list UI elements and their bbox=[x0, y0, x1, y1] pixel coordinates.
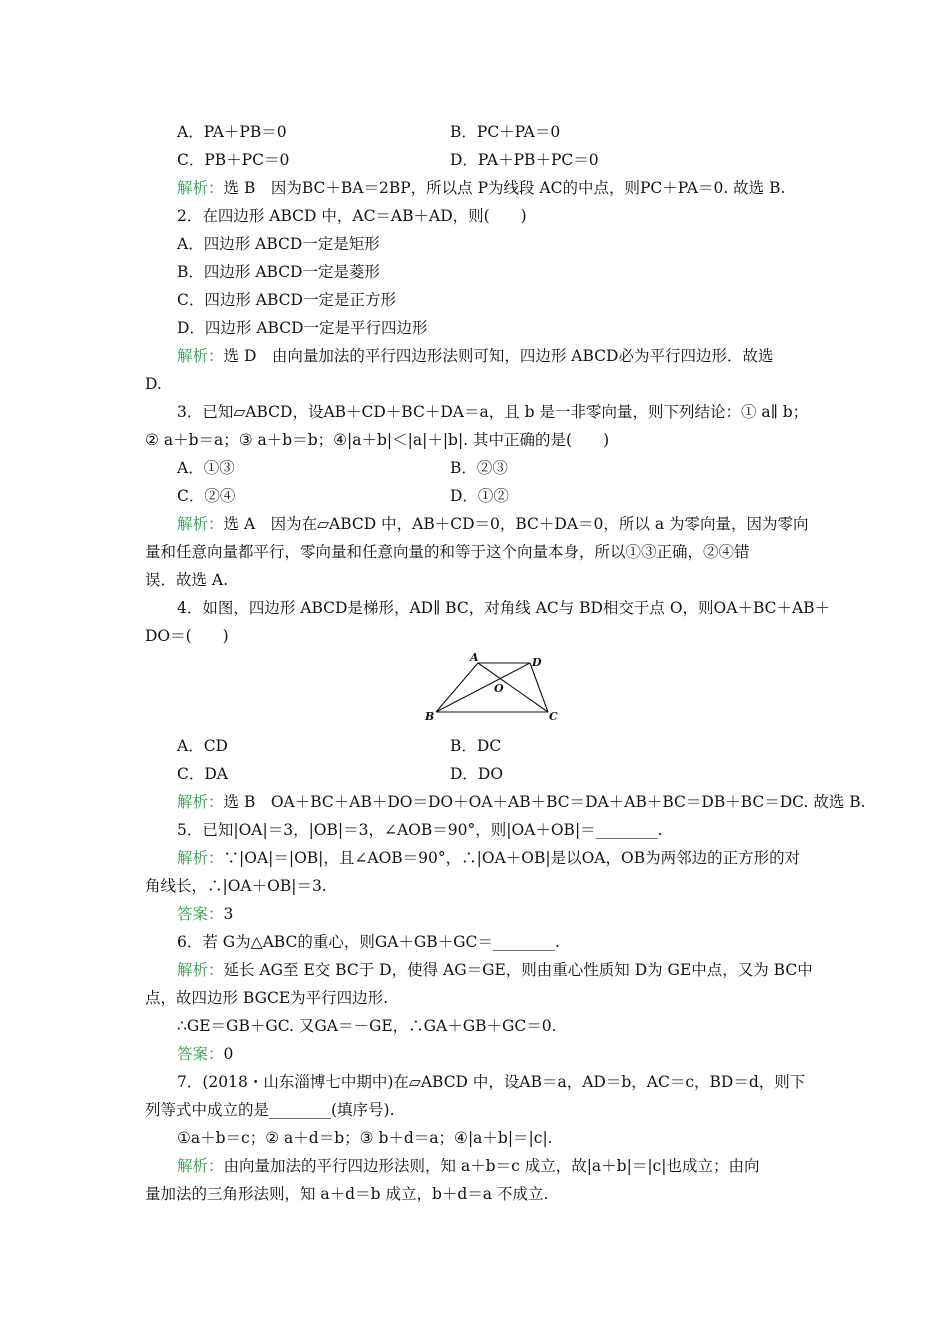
line-text: C．②④ bbox=[177, 487, 236, 505]
text-line bbox=[177, 1072, 805, 1092]
text-line bbox=[450, 458, 508, 478]
point-label-a: A bbox=[470, 651, 479, 664]
line-text: A．PA＋PB＝0 bbox=[177, 123, 287, 141]
line-text: C．PB＋PC＝0 bbox=[177, 151, 290, 169]
answer-label: 解析： bbox=[177, 961, 224, 979]
text-line bbox=[177, 234, 380, 254]
line-text: 延长 AG至 E交 BC于 D，使得 AG＝GE，则由重心性质知 D为 GE中点，又为 BC中 bbox=[223, 961, 813, 979]
text-line bbox=[145, 570, 228, 590]
text-line bbox=[145, 1184, 548, 1204]
line-text: 选 B 因为BC＋BA＝2BP，所以点 P为线段 AC的中点，则PC＋PA＝0. 故选 B. bbox=[223, 179, 786, 197]
line-text: D．PA＋PB＋PC＝0 bbox=[450, 151, 599, 169]
line-text: 选 A 因为在▱ABCD 中，AB＋CD＝0，BC＋DA＝0，所以 a 为零向量，因为零向 bbox=[223, 515, 809, 533]
answer-label: 答案： bbox=[177, 905, 224, 923]
text-line bbox=[177, 1156, 759, 1176]
point-label-o: O bbox=[494, 682, 504, 695]
point-label-b: B bbox=[425, 710, 435, 723]
point-label-c: C bbox=[549, 710, 558, 723]
text-line bbox=[450, 486, 509, 506]
line-text: 点，故四边形 BGCE为平行四边形. bbox=[145, 989, 389, 1007]
text-line bbox=[177, 514, 809, 534]
text-line bbox=[177, 960, 813, 980]
line-text: A．CD bbox=[177, 737, 228, 755]
text-line bbox=[177, 736, 228, 756]
line-text: 3．已知▱ABCD，设AB＋CD＋BC＋DA＝a，且 b 是一非零向量，则下列结论：① a∥ b； bbox=[177, 403, 809, 421]
line-text: 角线长，∴|OA＋OB|＝3. bbox=[145, 877, 327, 895]
diagonal-ac bbox=[478, 663, 548, 712]
line-text: 2．在四边形 ABCD 中，AC＝AB＋AD，则( ) bbox=[177, 207, 527, 225]
answer-label: 解析： bbox=[177, 179, 224, 197]
text-line bbox=[450, 736, 501, 756]
text-line bbox=[177, 820, 663, 840]
line-text: 选 B OA＋BC＋AB＋DO＝DO＋OA＋AB＋BC＝DA＋AB＋BC＝DB＋BC＝DC. 故选 B. bbox=[223, 793, 866, 811]
line-text: 误．故选 A. bbox=[145, 571, 229, 589]
line-text: ∴GE＝GB＋GC. 又GA＝－GE，∴GA＋GB＋GC＝0. bbox=[177, 1017, 557, 1035]
point-label-d: D bbox=[532, 656, 542, 669]
line-text: ∵|OA|＝|OB|，且∠AOB＝90°，∴|OA＋OB|是以OA，OB为两邻边的正方形的对 bbox=[223, 849, 801, 867]
trapezoid-figure bbox=[420, 650, 570, 725]
text-line bbox=[177, 1044, 233, 1064]
text-line bbox=[177, 402, 808, 422]
line-text: B．PC＋PA＝0 bbox=[450, 123, 561, 141]
line-text: 由向量加法的平行四边形法则，知 a＋b＝c 成立，故|a＋b|＝|c|也成立；由向 bbox=[223, 1157, 760, 1175]
answer-label: 解析： bbox=[177, 515, 224, 533]
text-line bbox=[177, 150, 289, 170]
line-text: DO＝( ) bbox=[145, 627, 229, 645]
answer-label: 解析： bbox=[177, 1157, 224, 1175]
text-line bbox=[145, 430, 609, 450]
text-line bbox=[177, 764, 228, 784]
line-text: 6．若 G为△ABC的重心，则GA＋GB＋GC＝________. bbox=[177, 933, 560, 951]
line-text: D．四边形 ABCD一定是平行四边形 bbox=[177, 319, 428, 337]
text-line bbox=[177, 486, 235, 506]
text-line bbox=[145, 542, 750, 562]
line-text: A．四边形 ABCD一定是矩形 bbox=[177, 235, 380, 253]
text-line bbox=[450, 122, 560, 142]
line-text: 量和任意向量都平行，零向量和任意向量的和等于这个向量本身，所以①③正确，②④错 bbox=[145, 543, 750, 561]
text-line bbox=[145, 876, 327, 896]
answer-label: 答案： bbox=[177, 1045, 224, 1063]
text-line bbox=[177, 346, 773, 366]
text-line bbox=[177, 206, 527, 226]
text-line bbox=[177, 318, 428, 338]
text-line bbox=[177, 122, 287, 142]
text-line bbox=[177, 178, 785, 198]
line-text: C．DA bbox=[177, 765, 228, 783]
line-text: D. bbox=[145, 375, 162, 393]
text-line bbox=[145, 1100, 395, 1120]
line-text: B．四边形 ABCD一定是菱形 bbox=[177, 263, 380, 281]
line-text: 3 bbox=[223, 905, 234, 923]
line-text: B．②③ bbox=[450, 459, 508, 477]
line-text: 5．已知|OA|＝3，|OB|＝3，∠AOB＝90°，则|OA＋OB|＝________. bbox=[177, 821, 663, 839]
edge-ab bbox=[436, 663, 478, 712]
line-text: D．①② bbox=[450, 487, 509, 505]
text-line bbox=[177, 904, 233, 924]
edge-dc bbox=[530, 663, 548, 712]
text-line bbox=[450, 150, 599, 170]
answer-label: 解析： bbox=[177, 793, 224, 811]
text-line bbox=[177, 598, 830, 618]
line-text: 7．(2018・山东淄博七中期中)在▱ABCD 中，设AB＝a，AD＝b，AC＝c，BD＝d，则下 bbox=[177, 1073, 806, 1091]
line-text: C．四边形 ABCD一定是正方形 bbox=[177, 291, 396, 309]
line-text: 4．如图，四边形 ABCD是梯形，AD∥ BC，对角线 AC与 BD相交于点 O，则OA＋BC＋AB＋ bbox=[177, 599, 831, 617]
text-line bbox=[177, 458, 235, 478]
diagonal-bd bbox=[436, 663, 530, 712]
text-line bbox=[177, 262, 380, 282]
line-text: 0 bbox=[223, 1045, 234, 1063]
line-text: D．DO bbox=[450, 765, 504, 783]
text-line bbox=[450, 764, 503, 784]
text-line bbox=[177, 1128, 553, 1148]
text-line bbox=[145, 374, 162, 394]
answer-label: 解析： bbox=[177, 849, 224, 867]
text-line bbox=[145, 988, 388, 1008]
text-line bbox=[145, 626, 229, 646]
text-line bbox=[177, 932, 560, 952]
line-text: A．①③ bbox=[177, 459, 235, 477]
line-text: 选 D 由向量加法的平行四边形法则可知，四边形 ABCD必为平行四边形．故选 bbox=[223, 347, 774, 365]
text-line bbox=[177, 848, 800, 868]
text-line bbox=[177, 290, 396, 310]
line-text: ② a＋b＝a；③ a＋b＝b；④|a＋b|＜|a|＋|b|. 其中正确的是( ) bbox=[145, 431, 610, 449]
text-line bbox=[177, 1016, 557, 1036]
text-line bbox=[177, 792, 866, 812]
line-text: 量加法的三角形法则，知 a＋d＝b 成立，b＋d＝a 不成立. bbox=[145, 1185, 549, 1203]
line-text: ①a＋b＝c；② a＋d＝b；③ b＋d＝a；④|a＋b|＝|c|. bbox=[177, 1129, 553, 1147]
line-text: 列等式中成立的是________(填序号). bbox=[145, 1101, 395, 1119]
answer-label: 解析： bbox=[177, 347, 224, 365]
line-text: B．DC bbox=[450, 737, 502, 755]
